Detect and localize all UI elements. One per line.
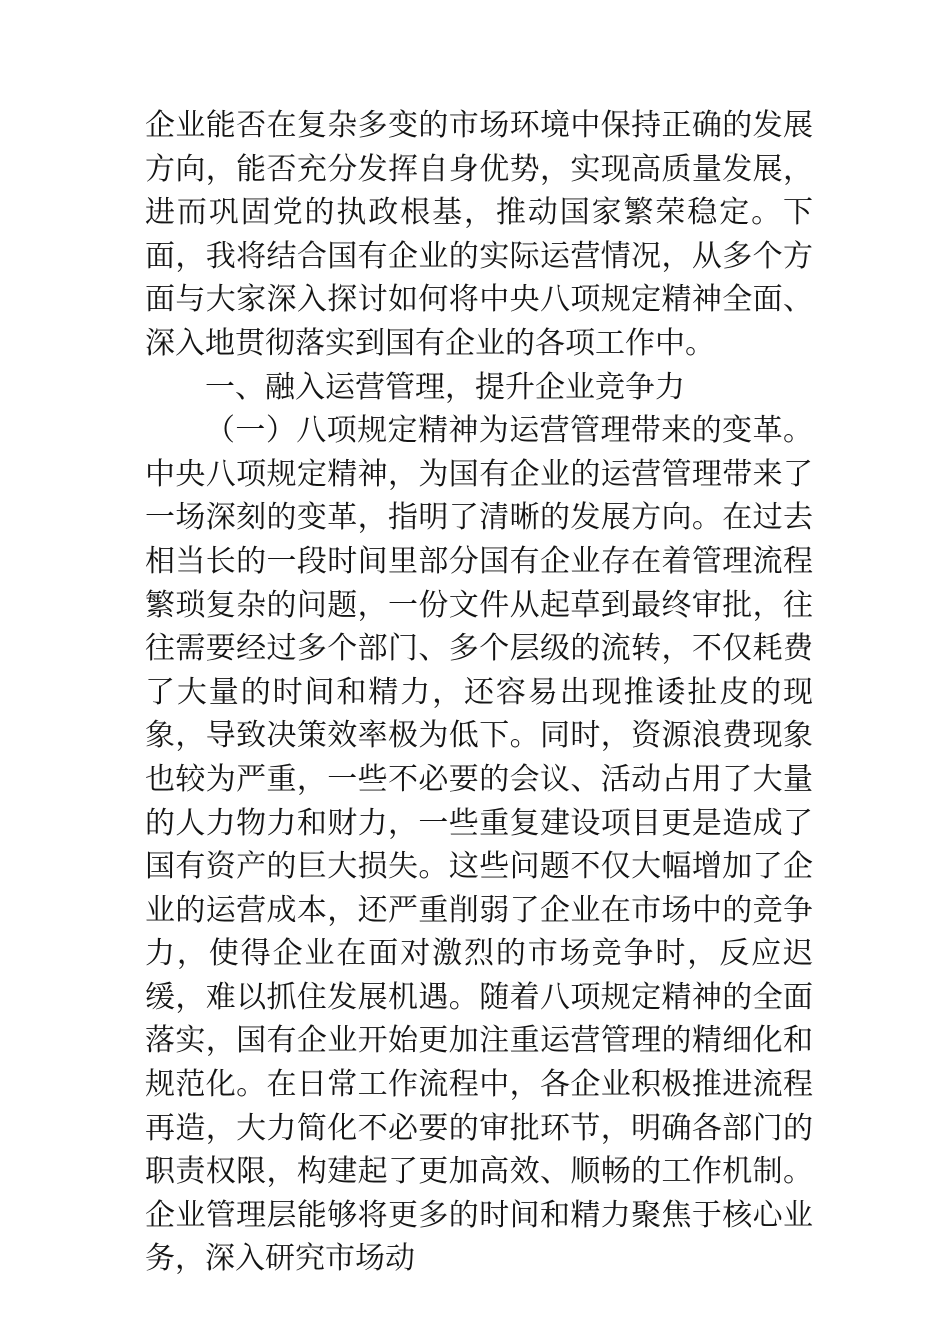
document-text-body	[145, 104, 813, 1281]
paragraph-continuation: 企业能否在复杂多变的市场环境中保持正确的发展方向，能否充分发挥自身优势，实现高质量发展，进而巩固党的执政根基，推动国家繁荣稳定。下面，我将结合国有企业的实际运营情况，从多个方面与大家深入探讨如何将中央八项规定精神全面、深入地贯彻落实到国有企业的各项工作中。	[145, 108, 813, 361]
heading-section-one: 一、融入运营管理，提升企业竞争力	[205, 369, 685, 405]
paragraph-subsection-one: （一）八项规定精神为运营管理带来的变革。中央八项规定精神，为国有企业的运营管理带来了一场深刻的变革，指明了清晰的发展方向。在过去相当长的一段时间里部分国有企业存在着管理流程繁琐复杂的问题，一份文件从起草到最终审批，往往需要经过多个部门、多个层级的流转，不仅耗费了大量的时间和精力，还容易出现推诿扯皮的现象，导致决策效率极为低下。同时，资源浪费现象也较为严重，一些不必要的会议、活动占用了大量的人力物力和财力，一些重复建设项目更是造成了国有资产的巨大损失。这些问题不仅大幅增加了企业的运营成本，还严重削弱了企业在市场中的竞争力，使得企业在面对激烈的市场竞争时，反应迟缓，难以抓住发展机遇。随着八项规定精神的全面落实，国有企业开始更加注重运营管理的精细化和规范化。在日常工作流程中，各企业积极推进流程再造，大力简化不必要的审批环节，明确各部门的职责权限，构建起了更加高效、顺畅的工作机制。企业管理层能够将更多的时间和精力聚焦于核心业务，深入研究市场动	[145, 413, 813, 1277]
